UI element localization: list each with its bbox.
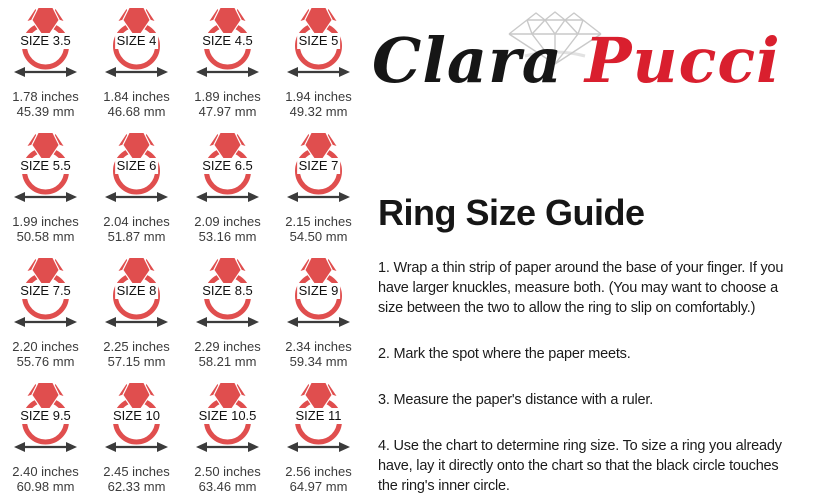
ring-inches: 1.84 inches xyxy=(103,89,170,104)
ring-inches: 2.15 inches xyxy=(285,214,352,229)
ring-size-label: SIZE 10 xyxy=(113,408,160,423)
instruction-line: the ring's inner circle. xyxy=(378,478,510,494)
ring-illustration xyxy=(0,380,91,458)
ring-mm: 57.15 mm xyxy=(107,354,166,369)
ring-dimensions xyxy=(194,214,261,244)
ring-illustration xyxy=(273,5,364,83)
ring-size-label: SIZE 5.5 xyxy=(20,158,71,173)
ring-inches: 2.50 inches xyxy=(194,464,261,479)
ring-dimensions xyxy=(12,464,79,494)
ring-size-cell xyxy=(0,5,91,130)
ring-illustration xyxy=(273,380,364,458)
ring-illustration xyxy=(91,380,182,458)
ring-size-cell xyxy=(91,130,182,255)
ring-illustration xyxy=(91,130,182,208)
ring-dimensions xyxy=(194,339,261,369)
ring-illustration xyxy=(182,5,273,83)
ring-inches: 2.34 inches xyxy=(285,339,352,354)
ring-dimensions xyxy=(285,339,352,369)
guide-section xyxy=(378,192,836,501)
ring-size-cell xyxy=(182,380,273,501)
instruction-line: 3. Measure the paper's distance with a ruler. xyxy=(378,392,654,408)
instruction-step xyxy=(378,258,836,318)
ring-mm: 45.39 mm xyxy=(16,104,75,119)
ring-inches: 2.29 inches xyxy=(194,339,261,354)
ring-inches: 2.04 inches xyxy=(103,214,170,229)
ring-size-label: SIZE 10.5 xyxy=(198,408,257,423)
ring-size-label: SIZE 9 xyxy=(298,283,339,298)
ring-inches: 2.45 inches xyxy=(103,464,170,479)
ring-size-cell xyxy=(273,380,364,501)
ring-inches: 2.40 inches xyxy=(12,464,79,479)
ring-dimensions xyxy=(12,89,79,119)
instruction-line: have larger knuckles, measure both. (You may want to choose a xyxy=(378,280,778,296)
instruction-line: 1. Wrap a thin strip of paper around the base of your finger. If you xyxy=(378,260,784,276)
instruction-line: size between the two to allow the ring to slip on comfortably.) xyxy=(378,300,756,316)
ring-size-label: SIZE 5 xyxy=(298,33,339,48)
ring-inches: 1.94 inches xyxy=(285,89,352,104)
instruction-line: have, lay it directly onto the chart so that the black circle touches xyxy=(378,458,779,474)
ring-size-cell xyxy=(0,380,91,501)
instruction-step xyxy=(378,390,836,410)
ring-mm: 49.32 mm xyxy=(289,104,348,119)
ring-size-label: SIZE 7 xyxy=(298,158,339,173)
ring-inches: 2.09 inches xyxy=(194,214,261,229)
ring-illustration xyxy=(182,255,273,333)
ring-dimensions xyxy=(285,89,352,119)
brand-logo xyxy=(372,0,832,110)
ring-dimensions xyxy=(194,464,261,494)
ring-mm: 60.98 mm xyxy=(16,479,75,494)
ring-size-cell xyxy=(91,255,182,380)
ring-size-cell xyxy=(91,5,182,130)
ring-inches: 1.89 inches xyxy=(194,89,261,104)
ring-mm: 64.97 mm xyxy=(289,479,348,494)
ring-mm: 62.33 mm xyxy=(107,479,166,494)
ring-size-cell xyxy=(273,5,364,130)
ring-dimensions xyxy=(103,214,170,244)
ring-dimensions xyxy=(285,214,352,244)
ring-size-cell xyxy=(273,130,364,255)
ring-dimensions xyxy=(194,89,261,119)
instructions-list xyxy=(378,258,836,496)
ring-mm: 55.76 mm xyxy=(16,354,75,369)
instruction-step xyxy=(378,436,836,496)
ring-inches: 2.56 inches xyxy=(285,464,352,479)
ring-size-grid xyxy=(0,5,364,501)
instruction-line: 2. Mark the spot where the paper meets. xyxy=(378,346,631,362)
ring-size-cell xyxy=(0,255,91,380)
page-title: Ring Size Guide xyxy=(378,192,645,233)
ring-illustration xyxy=(0,255,91,333)
ring-inches: 1.78 inches xyxy=(12,89,79,104)
ring-size-label: SIZE 4.5 xyxy=(202,33,253,48)
ring-illustration xyxy=(0,5,91,83)
ring-dimensions xyxy=(103,339,170,369)
ring-size-label: SIZE 3.5 xyxy=(20,33,71,48)
ring-dimensions xyxy=(285,464,352,494)
instruction-step xyxy=(378,344,836,364)
ring-size-label: SIZE 11 xyxy=(295,408,342,423)
brand-name-clara: Clara xyxy=(372,24,563,97)
ring-illustration xyxy=(182,130,273,208)
ring-mm: 58.21 mm xyxy=(198,354,257,369)
instruction-line: 4. Use the chart to determine ring size. To size a ring you already xyxy=(378,438,782,454)
ring-inches: 2.25 inches xyxy=(103,339,170,354)
ring-mm: 50.58 mm xyxy=(16,229,75,244)
ring-dimensions xyxy=(103,89,170,119)
ring-size-cell xyxy=(0,130,91,255)
ring-mm: 47.97 mm xyxy=(198,104,257,119)
ring-inches: 1.99 inches xyxy=(12,214,79,229)
ring-size-cell xyxy=(182,255,273,380)
ring-mm: 53.16 mm xyxy=(198,229,257,244)
ring-illustration xyxy=(273,130,364,208)
ring-size-label: SIZE 6 xyxy=(116,158,157,173)
ring-size-label: SIZE 7.5 xyxy=(20,283,71,298)
ring-inches: 2.20 inches xyxy=(12,339,79,354)
brand-name xyxy=(372,24,781,97)
ring-dimensions xyxy=(12,339,79,369)
ring-size-label: SIZE 9.5 xyxy=(20,408,71,423)
ring-size-label: SIZE 8 xyxy=(116,283,157,298)
ring-illustration xyxy=(182,380,273,458)
ring-mm: 51.87 mm xyxy=(107,229,166,244)
ring-size-cell xyxy=(182,130,273,255)
ring-dimensions xyxy=(12,214,79,244)
ring-mm: 63.46 mm xyxy=(198,479,257,494)
ring-illustration xyxy=(0,130,91,208)
ring-size-cell xyxy=(91,380,182,501)
ring-size-label: SIZE 4 xyxy=(116,33,157,48)
brand-name-pucci: Pucci xyxy=(584,24,781,97)
ring-size-label: SIZE 8.5 xyxy=(202,283,253,298)
ring-mm: 54.50 mm xyxy=(289,229,348,244)
ring-size-label: SIZE 6.5 xyxy=(202,158,253,173)
ring-mm: 59.34 mm xyxy=(289,354,348,369)
ring-mm: 46.68 mm xyxy=(107,104,166,119)
ring-size-cell xyxy=(273,255,364,380)
ring-dimensions xyxy=(103,464,170,494)
ring-illustration xyxy=(91,255,182,333)
ring-size-cell xyxy=(182,5,273,130)
ring-illustration xyxy=(273,255,364,333)
ring-illustration xyxy=(91,5,182,83)
